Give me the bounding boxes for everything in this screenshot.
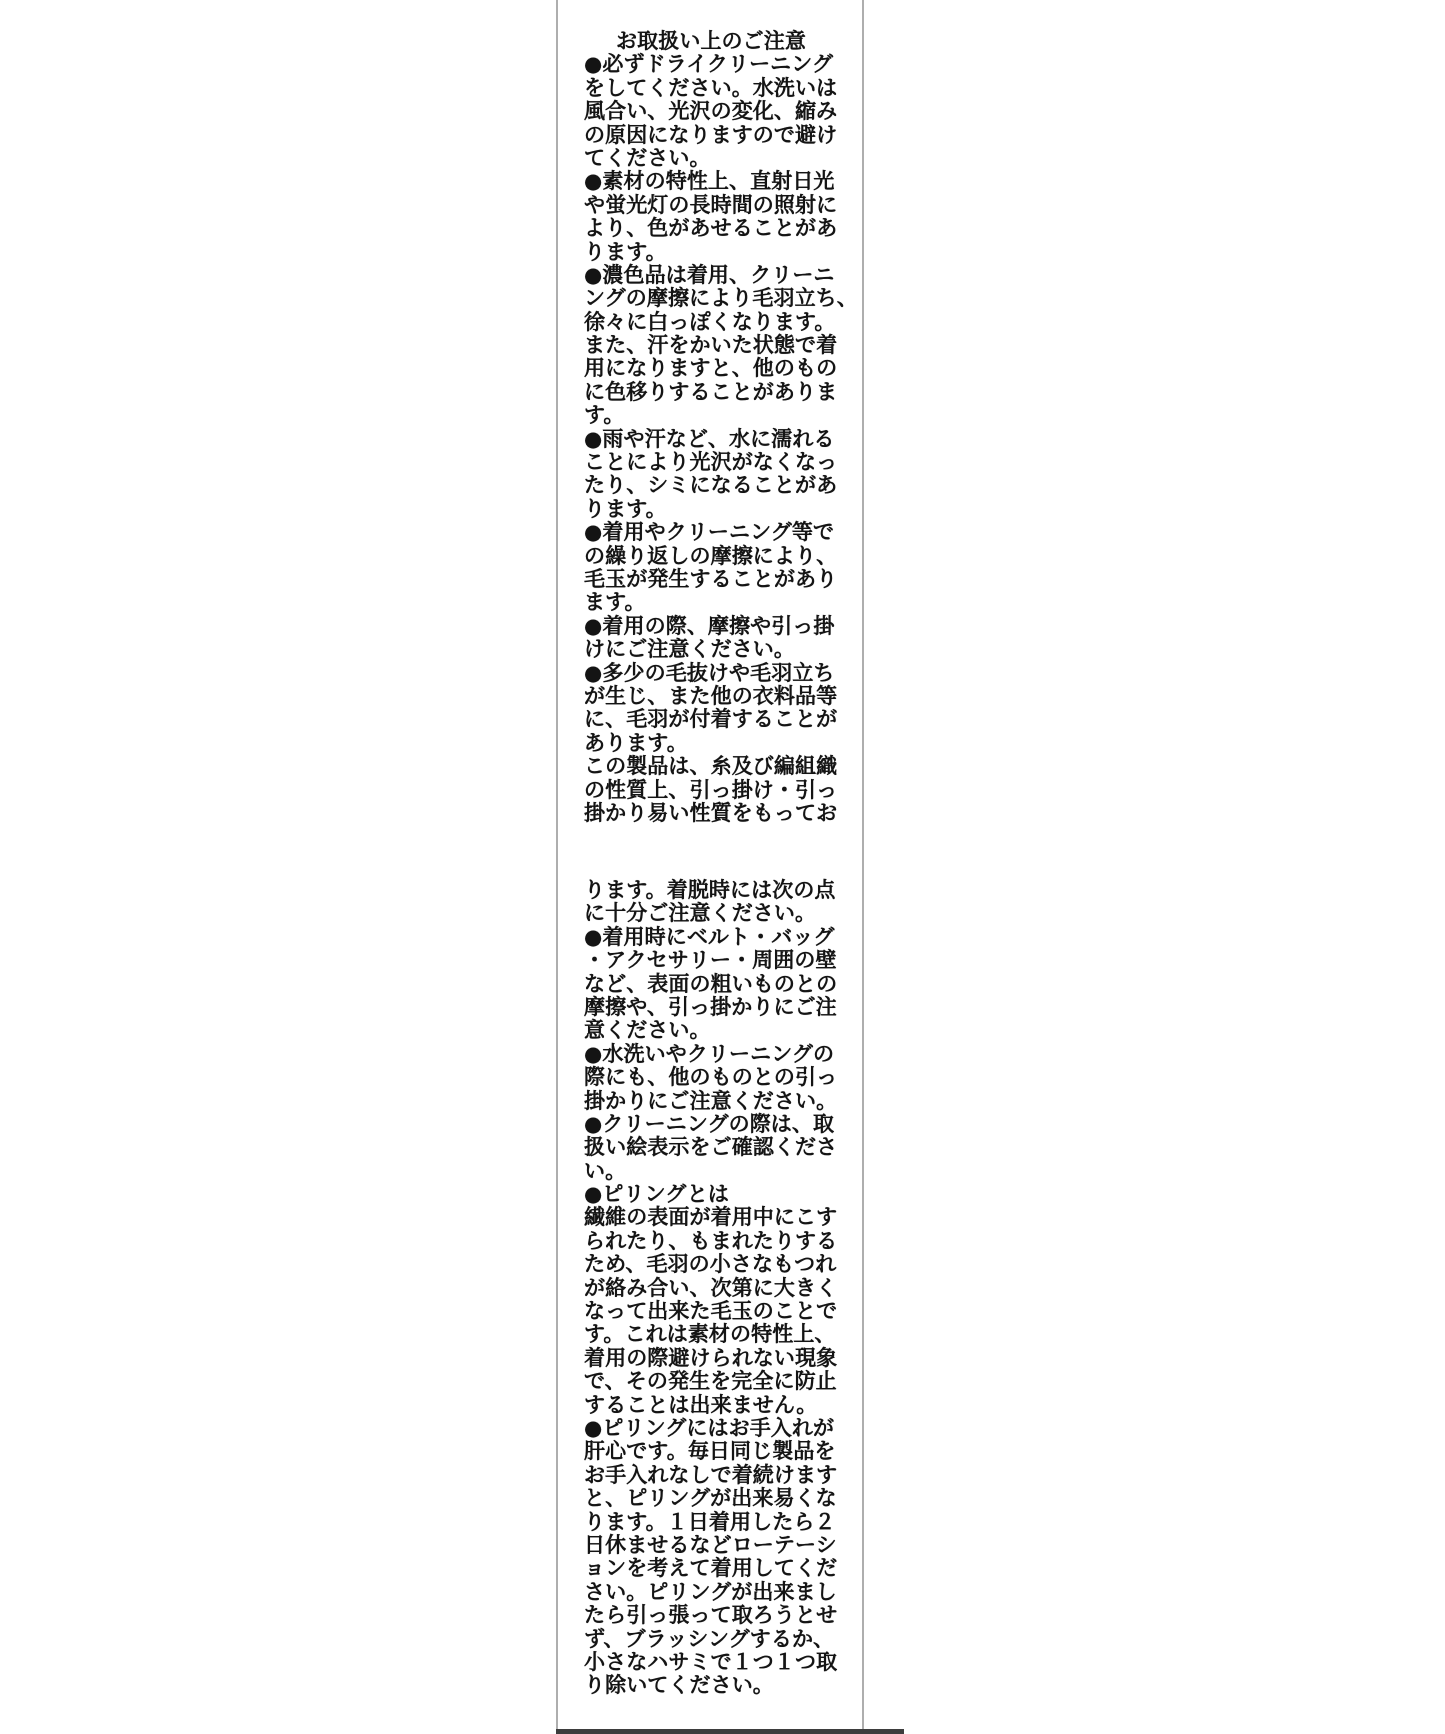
text-line: り除いてください。 xyxy=(584,1673,774,1698)
text-line: お手入れなしで着続けます xyxy=(584,1462,838,1487)
text-line: 掛かり易い性質をもってお xyxy=(584,800,838,825)
text-line: をしてください。水洗いは xyxy=(584,75,838,100)
care-text-block-1 xyxy=(584,29,858,825)
text-line: ●着用やクリーニング等で xyxy=(584,520,835,545)
text-line: 掛かりにご注意ください。 xyxy=(584,1088,838,1113)
text-line: 際にも、他のものとの引っ xyxy=(584,1065,838,1090)
text-line: たら引っ張って取ろうとせ xyxy=(584,1603,838,1628)
text-line: に、毛羽が付着することが xyxy=(584,707,838,732)
text-line: ●濃色品は着用、クリーニ xyxy=(584,262,835,287)
text-line: ず、ブラッシングするか、 xyxy=(584,1626,835,1651)
text-line: ●クリーニングの際は、取 xyxy=(584,1111,835,1136)
text-line: 用になりますと、他のもの xyxy=(584,356,838,381)
text-line: より、色があせることがあ xyxy=(584,216,838,241)
text-line: ●多少の毛抜けや毛羽立ち xyxy=(584,660,835,685)
text-line: す。これは素材の特性上、 xyxy=(584,1322,836,1347)
text-line: 徐々に白っぽくなります。 xyxy=(584,309,836,334)
text-line: 日休ませるなどローテーシ xyxy=(584,1532,837,1557)
text-line: ため、毛羽の小さなもつれ xyxy=(584,1252,837,1277)
text-line: たり、シミになることがあ xyxy=(584,473,838,498)
care-instructions-title: お取扱い上のご注意 xyxy=(616,29,806,53)
text-line: 意ください。 xyxy=(584,1018,711,1043)
text-line: す。 xyxy=(584,403,625,428)
text-line: ●ピリングにはお手入れが xyxy=(584,1415,835,1440)
text-line: ●水洗いやクリーニングの xyxy=(584,1041,835,1066)
text-line: また、汗をかいた状態で着 xyxy=(584,333,838,358)
text-line: ●ピリングとは xyxy=(584,1182,730,1207)
text-line: で、その発生を完全に防止 xyxy=(584,1369,837,1394)
text-line: 肝心です。毎日同じ製品を xyxy=(584,1439,836,1464)
text-line: られたり、もまれたりする xyxy=(584,1228,838,1253)
label-left-border-line xyxy=(556,0,558,1734)
text-line: 繊維の表面が着用中にこす xyxy=(584,1205,838,1230)
text-line: 風合い、光沢の変化、縮み xyxy=(584,99,838,124)
care-text-block-2 xyxy=(584,879,838,1698)
text-line: さい。ピリングが出来まし xyxy=(584,1579,837,1604)
text-line: ります。着脱時には次の点 xyxy=(584,878,836,902)
text-line: ●雨や汗など、水に濡れる xyxy=(584,426,835,451)
text-line: 摩擦や、引っ掛かりにご注 xyxy=(584,994,837,1019)
text-line: 小さなハサミで１つ１つ取 xyxy=(584,1649,838,1674)
text-line: など、表面の粗いものとの xyxy=(584,971,838,996)
text-line: あります。 xyxy=(584,730,688,755)
text-line: 扱い絵表示をご確認くださ xyxy=(584,1135,838,1160)
text-line: の原因になりますので避け xyxy=(584,122,838,147)
text-line: ます。 xyxy=(584,590,646,615)
text-line: い。 xyxy=(584,1158,627,1183)
text-line: 着用の際避けられない現象 xyxy=(584,1345,838,1370)
label-right-border-line xyxy=(862,0,864,1734)
text-line: や蛍光灯の長時間の照射に xyxy=(584,192,838,217)
text-line: けにご注意ください。 xyxy=(584,637,795,662)
text-line: ・アクセサリー・周囲の壁 xyxy=(584,948,837,973)
text-line: ングの摩擦により毛羽立ち、 xyxy=(584,286,858,311)
text-line: ョンを考えて着用してくだ xyxy=(584,1556,838,1581)
text-line: ります。１日着用したら２ xyxy=(584,1509,836,1534)
text-line: の性質上、引っ掛け・引っ xyxy=(584,777,838,802)
care-text-lines-2 xyxy=(584,879,838,1698)
care-text-lines-1 xyxy=(584,52,858,825)
text-line: ●着用時にベルト・バッグ xyxy=(584,924,835,949)
text-line: することは出来ません。 xyxy=(584,1392,818,1417)
text-line: 毛玉が発生することがあり xyxy=(584,566,838,591)
text-line: ります。 xyxy=(584,239,667,264)
text-line: てください。 xyxy=(584,145,711,170)
text-line: ●着用の際、摩擦や引っ掛 xyxy=(584,613,835,638)
text-line: ●素材の特性上、直射日光 xyxy=(584,169,835,194)
text-line: ります。 xyxy=(584,496,667,521)
text-line: なって出来た毛玉のことで xyxy=(584,1299,838,1324)
text-line: ●必ずドライクリーニング xyxy=(584,52,834,77)
text-line: と、ピリングが出来易くな xyxy=(584,1486,837,1511)
text-line: の繰り返しの摩擦により、 xyxy=(584,543,838,568)
text-line: に十分ご注意ください。 xyxy=(584,901,817,926)
text-line: が生じ、また他の衣料品等 xyxy=(584,683,838,708)
text-line: ことにより光沢がなくなっ xyxy=(584,450,838,475)
text-line: に色移りすることがありま xyxy=(584,379,838,404)
text-line: この製品は、糸及び編組織 xyxy=(584,754,838,779)
bottom-edge-line xyxy=(556,1729,904,1734)
text-line: が絡み合い、次第に大きく xyxy=(584,1275,838,1300)
